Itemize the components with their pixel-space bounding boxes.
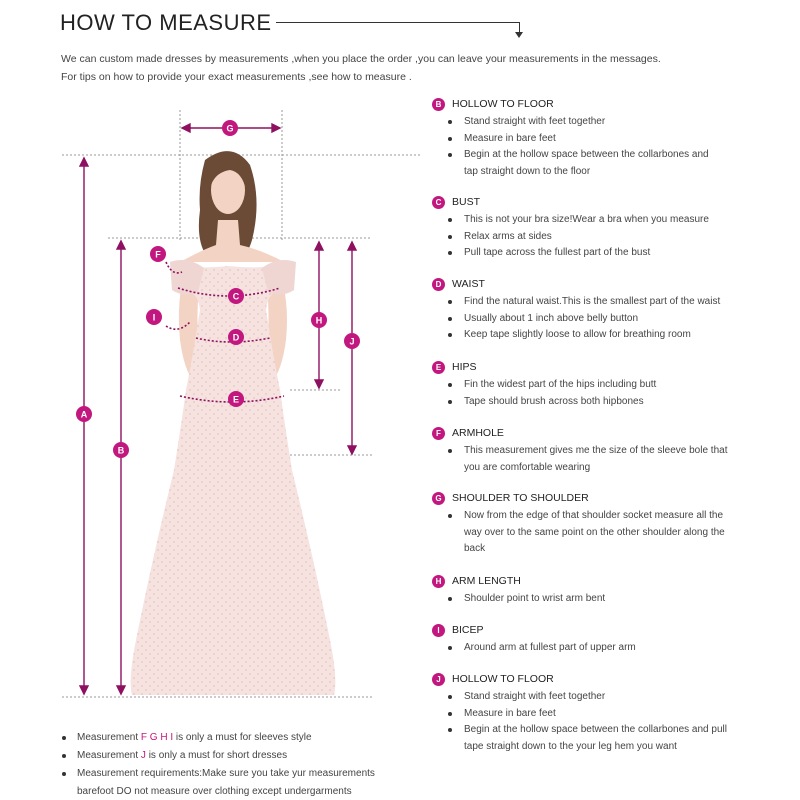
list-item: Now from the edge of that shoulder socket measure all the xyxy=(432,508,772,525)
figure-label-d: D xyxy=(232,332,240,343)
section-h xyxy=(432,574,772,608)
section-title: HOLLOW TO FLOOR xyxy=(452,673,554,685)
list-item: Begin at the hollow space between the collarbones and pull xyxy=(432,722,772,739)
section-title: HOLLOW TO FLOOR xyxy=(452,98,554,110)
section-title: HIPS xyxy=(452,361,477,373)
figure-label-c: C xyxy=(232,291,240,302)
measurement-notes xyxy=(61,729,421,800)
list-item: Shoulder point to wrist arm bent xyxy=(432,591,772,608)
list-item: Relax arms at sides xyxy=(432,229,772,246)
list-item: Usually about 1 inch above belly button xyxy=(432,311,772,328)
list-item: Find the natural waist.This is the smallest part of the waist xyxy=(432,294,772,311)
model-illustration xyxy=(131,151,336,695)
figure-label-b: B xyxy=(117,445,125,456)
list-item-continued: tap straight down to the floor xyxy=(464,165,591,177)
list-item: Around arm at fullest part of upper arm xyxy=(432,640,772,657)
list-item: Fin the widest part of the hips including butt xyxy=(432,377,772,394)
note-short-dresses: Measurement J is only a must for short dresses xyxy=(61,747,421,765)
bullet-icon xyxy=(448,235,452,239)
list-item: This measurement gives me the size of the sleeve bole that xyxy=(432,443,772,460)
intro-line-1: We can custom made dresses by measurements ,when you place the order ,you can leave your measurements in the messages. xyxy=(61,53,661,65)
bullet-icon xyxy=(448,218,452,222)
figure-label-i: I xyxy=(152,312,156,323)
list-item: Stand straight with feet together xyxy=(432,114,772,131)
section-b xyxy=(432,97,772,180)
badge-i: I xyxy=(432,624,445,637)
bullet-icon xyxy=(448,137,452,141)
section-title: SHOULDER TO SHOULDER xyxy=(452,492,589,504)
badge-j: J xyxy=(432,673,445,686)
bullet-icon xyxy=(448,728,452,732)
bullet-icon xyxy=(448,400,452,404)
section-c xyxy=(432,195,772,262)
badge-d: D xyxy=(432,278,445,291)
bullet-icon xyxy=(448,153,452,157)
list-item-continued: you are comfortable wearing xyxy=(464,461,591,473)
section-d xyxy=(432,277,772,344)
figure-label-f: F xyxy=(155,249,161,260)
list-item: Stand straight with feet together xyxy=(432,689,772,706)
figure-label-g: G xyxy=(226,123,234,134)
note-requirements-continued: barefoot DO not measure over clothing except undergarments xyxy=(77,786,352,797)
bullet-icon xyxy=(448,695,452,699)
section-e xyxy=(432,360,772,410)
page-title: HOW TO MEASURE xyxy=(60,10,272,35)
bullet-icon xyxy=(62,754,66,758)
bullet-icon xyxy=(448,712,452,716)
list-item: Measure in bare feet xyxy=(432,706,772,723)
figure-label-j: J xyxy=(349,336,355,347)
section-title: WAIST xyxy=(452,278,485,290)
badge-b: B xyxy=(432,98,445,111)
bullet-icon xyxy=(448,514,452,518)
section-title: BICEP xyxy=(452,624,484,636)
section-title: BUST xyxy=(452,196,481,208)
bullet-icon xyxy=(448,383,452,387)
badge-c: C xyxy=(432,196,445,209)
measurement-figure xyxy=(0,0,420,720)
bullet-icon xyxy=(62,772,66,776)
bullet-icon xyxy=(448,120,452,124)
list-item: Begin at the hollow space between the collarbones and xyxy=(432,147,772,164)
bullet-icon xyxy=(448,597,452,601)
note-requirements: Measurement requirements:Make sure you take yur measurements xyxy=(61,765,421,783)
section-i xyxy=(432,623,772,657)
list-item: This is not your bra size!Wear a bra when you measure xyxy=(432,212,772,229)
bullet-icon xyxy=(448,449,452,453)
figure-label-h: H xyxy=(315,315,323,326)
section-title: ARM LENGTH xyxy=(452,575,521,587)
list-item-continued: tape straight down to the your leg hem you want xyxy=(464,740,677,752)
figure-label-a: A xyxy=(80,409,88,420)
bullet-icon xyxy=(448,333,452,337)
badge-g: G xyxy=(432,492,445,505)
bullet-icon xyxy=(448,300,452,304)
bullet-icon xyxy=(62,736,66,740)
bullet-icon xyxy=(448,646,452,650)
arrow-down-icon xyxy=(515,32,523,38)
list-item-continued: back xyxy=(464,543,486,554)
list-item: Keep tape slightly loose to allow for breathing room xyxy=(432,327,772,344)
section-j xyxy=(432,672,772,755)
list-item-continued: way over to the same point on the other shoulder along the xyxy=(464,526,725,538)
badge-f: F xyxy=(432,427,445,440)
section-title: ARMHOLE xyxy=(452,427,504,439)
list-item: Pull tape across the fullest part of the bust xyxy=(432,245,772,262)
bullet-icon xyxy=(448,251,452,255)
list-item: Measure in bare feet xyxy=(432,131,772,148)
badge-h: H xyxy=(432,575,445,588)
list-item: Tape should brush across both hipbones xyxy=(432,394,772,411)
bullet-icon xyxy=(448,317,452,321)
section-g xyxy=(432,491,772,558)
note-sleeves: Measurement F G H I is only a must for sleeves style xyxy=(61,729,421,747)
badge-e: E xyxy=(432,361,445,374)
section-f xyxy=(432,426,772,476)
intro-line-2: For tips on how to provide your exact measurements ,see how to measure . xyxy=(61,71,412,83)
figure-label-e: E xyxy=(232,394,240,405)
